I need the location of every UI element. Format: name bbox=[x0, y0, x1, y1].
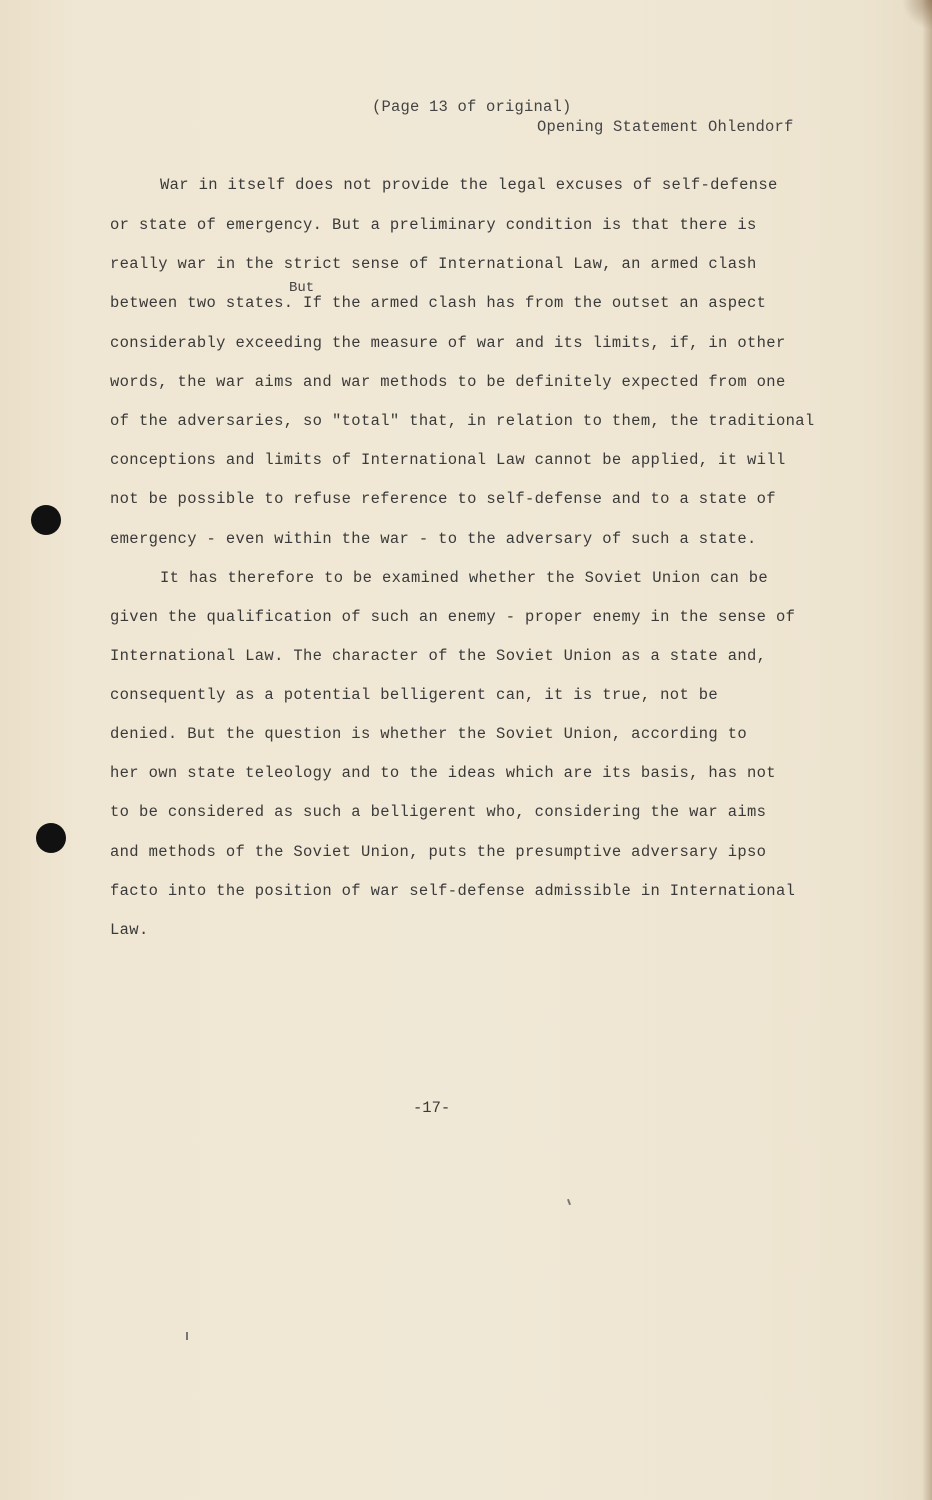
text-line: War in itself does not provide the legal excuses of self-defense bbox=[160, 176, 778, 194]
text-line: between two states. If the armed clash has from the outset an aspect bbox=[110, 294, 767, 312]
text-line: conceptions and limits of International Law cannot be applied, it will bbox=[110, 451, 786, 469]
text-line: words, the war aims and war methods to be definitely expected from one bbox=[110, 373, 786, 391]
text-line: International Law. The character of the Soviet Union as a state and, bbox=[110, 647, 767, 665]
text-line: considerably exceeding the measure of war and its limits, if, in other bbox=[110, 334, 786, 352]
text-line: not be possible to refuse reference to self-defense and to a state of bbox=[110, 490, 776, 508]
text-line: of the adversaries, so "total" that, in relation to them, the traditional bbox=[110, 412, 815, 430]
handwritten-insertion: But bbox=[289, 280, 315, 296]
text-line: to be considered as such a belligerent who, considering the war aims bbox=[110, 803, 767, 821]
text-line: Law. bbox=[110, 921, 149, 939]
text-line: her own state teleology and to the ideas which are its basis, has not bbox=[110, 764, 776, 782]
text-line: really war in the strict sense of International Law, an armed clash bbox=[110, 255, 757, 273]
text-line: denied. But the question is whether the Soviet Union, according to bbox=[110, 725, 747, 743]
page-reference: (Page 13 of original) bbox=[372, 98, 572, 116]
punch-hole bbox=[36, 823, 66, 853]
page-corner-stain bbox=[902, 0, 932, 30]
document-title: Opening Statement Ohlendorf bbox=[537, 118, 794, 136]
page-number: -17- bbox=[413, 1099, 451, 1117]
text-line: and methods of the Soviet Union, puts the presumptive adversary ipso bbox=[110, 843, 767, 861]
page-edge-shadow bbox=[922, 0, 932, 1500]
text-line: It has therefore to be examined whether the Soviet Union can be bbox=[160, 569, 769, 587]
text-line: given the qualification of such an enemy - proper enemy in the sense of bbox=[110, 608, 796, 626]
text-line: emergency - even within the war - to the adversary of such a state. bbox=[110, 530, 757, 548]
text-line: facto into the position of war self-defense admissible in International bbox=[110, 882, 796, 900]
paper-speck bbox=[186, 1332, 188, 1340]
text-line: or state of emergency. But a preliminary condition is that there is bbox=[110, 216, 757, 234]
text-line: consequently as a potential belligerent can, it is true, not be bbox=[110, 686, 719, 704]
punch-hole bbox=[31, 505, 61, 535]
